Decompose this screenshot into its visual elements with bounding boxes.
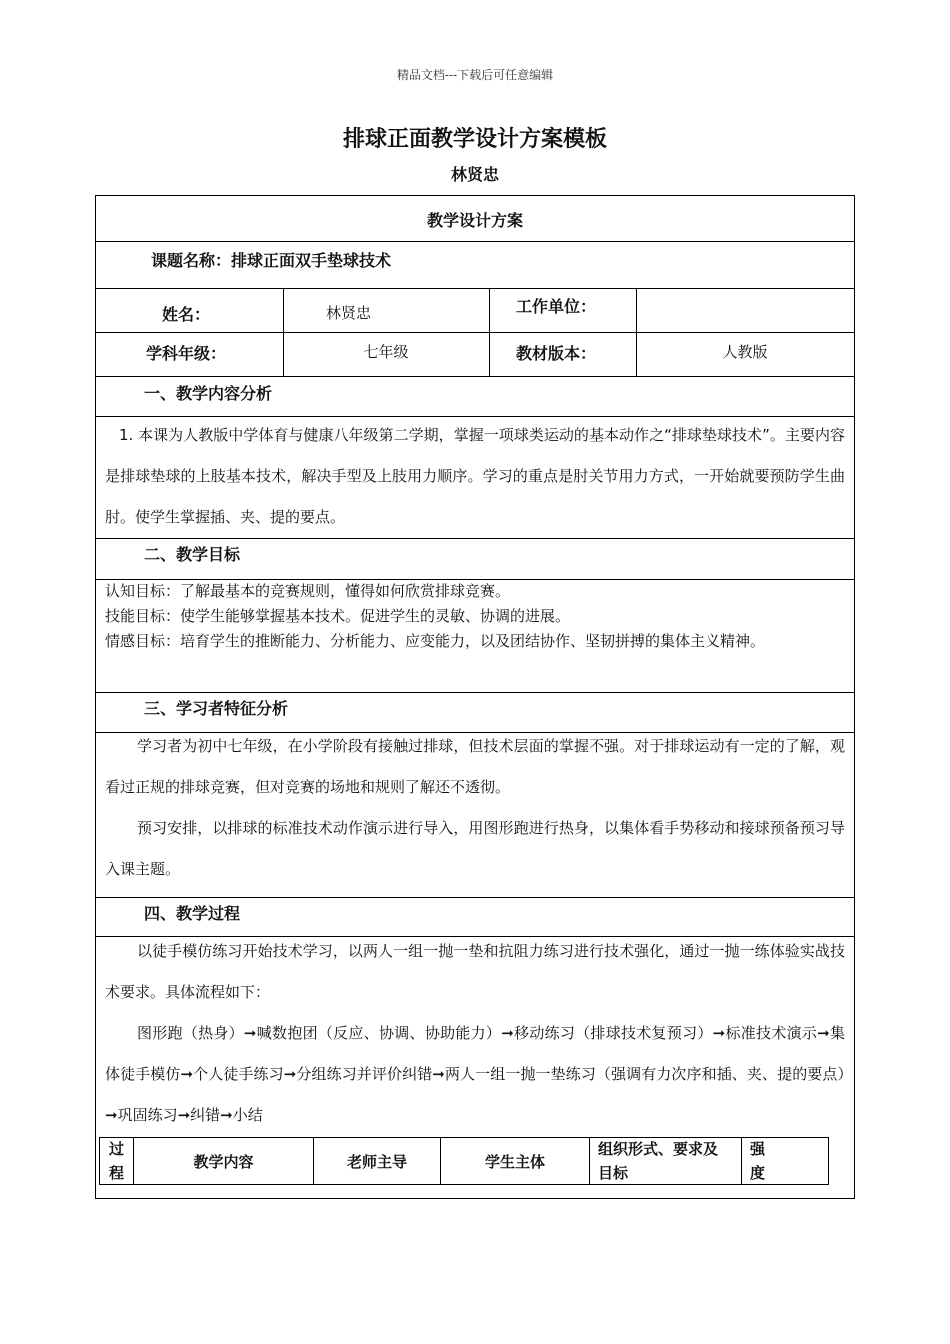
section-content-analysis-heading: 一、教学内容分析	[144, 384, 273, 403]
unit-label: 工作单位：	[516, 297, 597, 316]
topic-label: 课题名称：排球正面双手垫球技术	[151, 251, 392, 270]
document-author: 林贤忠	[450, 165, 499, 184]
goal-cognitive: 认知目标：了解最基本的竞赛规则，懂得如何欣赏排球竞赛。	[105, 582, 511, 600]
process-table-header	[99, 1137, 829, 1185]
col-divider	[636, 288, 637, 376]
section-process-heading: 四、教学过程	[144, 904, 241, 923]
grade-value: 七年级	[363, 343, 409, 361]
col-divider	[489, 288, 490, 376]
grade-label: 学科年级：	[146, 344, 227, 363]
col-process: 过程	[108, 1140, 124, 1182]
row-divider	[96, 288, 854, 289]
document-title: 排球正面教学设计方案模板	[342, 127, 607, 152]
learner-paragraph-2: 预习安排，以排球的标准技术动作演示进行导入，用图形跑进行热身，以集体看手势移动和接球预备预习导入课主题。	[105, 819, 845, 878]
goals-list	[105, 579, 765, 654]
col-organization: 组织形式、要求及目标	[589, 1138, 741, 1184]
section-learner-heading: 三、学习者特征分析	[144, 699, 289, 718]
row-divider	[96, 538, 854, 539]
row-divider	[96, 692, 854, 693]
section-goals-heading: 二、教学目标	[144, 545, 241, 564]
process-flow: 图形跑（热身）➞喊数抱团（反应、协调、协助能力）➞移动练习（排球技术复预习）➞标准技术演示➞集体徒手模仿➞个人徒手练习➞分组练习并评价纠错➞两人一组一抛一垫练习（强调有力次序和插、夹、提的要点）➞巩固练习➞纠错➞小结	[105, 1024, 845, 1124]
col-content: 教学内容	[133, 1138, 313, 1184]
content-analysis-text	[105, 415, 845, 538]
row-divider	[96, 241, 854, 242]
col-student: 学生主体	[440, 1138, 589, 1184]
design-plan-table	[95, 195, 855, 1199]
name-value: 林贤忠	[326, 304, 372, 322]
col-teacher: 老师主导	[313, 1138, 440, 1184]
learner-paragraph-1: 学习者为初中七年级，在小学阶段有接触过排球，但技术层面的掌握不强。对于排球运动有一定的了解，观看过正规的排球竞赛，但对竞赛的场地和规则了解还不透彻。	[105, 737, 845, 796]
col-divider	[283, 288, 284, 376]
row-divider	[96, 332, 854, 333]
table-heading: 教学设计方案	[426, 211, 523, 230]
learner-analysis-text	[105, 726, 845, 890]
page-watermark: 精品文档---下载后可任意编辑	[396, 68, 554, 82]
row-divider	[96, 376, 854, 377]
col-intensity: 强度	[741, 1138, 828, 1184]
row-divider	[96, 897, 854, 898]
edition-label: 教材版本：	[516, 344, 597, 363]
goal-emotion: 情感目标：培育学生的推断能力、分析能力、应变能力，以及团结协作、坚韧拼搏的集体主义精神。	[105, 632, 766, 650]
goal-skill: 技能目标：使学生能够掌握基本技术。促进学生的灵敏、协调的进展。	[105, 607, 571, 625]
name-label: 姓名：	[162, 305, 211, 324]
process-text	[105, 931, 845, 1136]
process-paragraph-1: 以徒手模仿练习开始技术学习，以两人一组一抛一垫和抗阻力练习进行技术强化，通过一抛一练体验实战技术要求。具体流程如下：	[105, 942, 845, 1001]
content-analysis-paragraph: 1. 本课为人教版中学体育与健康八年级第二学期，掌握一项球类运动的基本动作之“排球垫球技术”。主要内容是排球垫球的上肢基本技术，解决手型及上肢用力顺序。学习的重点是肘关节用力方式，一开始就要预防学生曲肘。使学生掌握插、夹、提的要点。	[105, 426, 845, 526]
edition-value: 人教版	[722, 343, 768, 361]
